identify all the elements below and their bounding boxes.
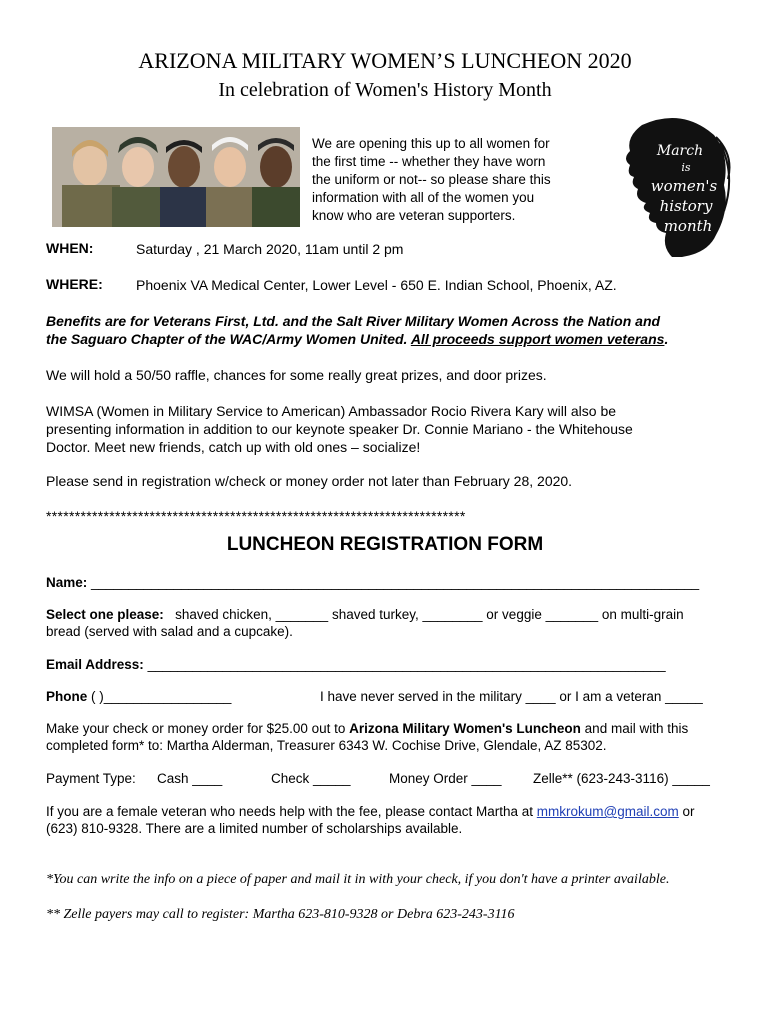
payment-type-label: Payment Type: xyxy=(46,771,136,786)
phone-blank[interactable]: ( )_________________ xyxy=(87,689,232,704)
contact-email-link[interactable]: mmkrokum@gmail.com xyxy=(536,804,679,819)
payment-zelle[interactable]: Zelle** (623-243-3116) _____ xyxy=(533,771,710,786)
raffle-paragraph: We will hold a 50/50 raffle, chances for some really great prizes, and door prizes. xyxy=(46,367,547,383)
help-line-2: (623) 810-9328. There are a limited number of scholarships available. xyxy=(46,821,463,836)
fee-help-paragraph xyxy=(46,803,746,837)
check-text-pre: Make your check or money order for $25.00 out to xyxy=(46,721,350,736)
mailing-address: completed form* to: Martha Alderman, Treasurer 6343 W. Cochise Drive, Glendale, AZ 85302. xyxy=(46,738,607,753)
footnote-printer: *You can write the info on a piece of paper and mail it in with your check, if you don't have a printer available. xyxy=(46,872,670,887)
svg-text:history: history xyxy=(659,197,713,215)
wimsa-line: presenting information in addition to our keynote speaker Dr. Connie Mariano - the Whitehouse xyxy=(46,421,633,437)
womens-history-month-logo xyxy=(612,115,732,260)
wimsa-paragraph xyxy=(46,402,746,456)
star-divider: ************************************************************************* xyxy=(46,508,466,524)
payee-name: Arizona Military Women's Luncheon xyxy=(349,721,581,736)
when-value: Saturday , 21 March 2020, 11am until 2 pm xyxy=(136,241,404,257)
name-label: Name: xyxy=(46,575,88,590)
meal-options-line-2: bread (served with salad and a cupcake). xyxy=(46,624,293,639)
intro-line: the uniform or not-- so please share this xyxy=(312,172,551,187)
meal-select-label: Select one please: xyxy=(46,607,164,622)
help-text-pre: If you are a female veteran who needs help with the fee, please contact Martha at xyxy=(46,804,537,819)
benefits-line-2 xyxy=(46,330,746,348)
svg-text:is: is xyxy=(681,161,691,174)
svg-text:women's: women's xyxy=(650,177,718,195)
payment-cash[interactable]: Cash ____ xyxy=(157,771,223,786)
email-blank[interactable]: _____________________________________________________________________ xyxy=(147,657,666,672)
benefits-line-2-text: the Saguaro Chapter of the WAC/Army Women United. xyxy=(46,331,411,347)
registration-form-title: LUNCHEON REGISTRATION FORM xyxy=(226,534,544,555)
payment-check[interactable]: Check _____ xyxy=(271,771,351,786)
service-women-photo xyxy=(52,127,300,227)
benefits-statement xyxy=(46,312,746,348)
meal-selection xyxy=(46,606,746,640)
check-text-post: and mail with this xyxy=(580,721,689,736)
intro-line: information with all of the women you xyxy=(312,190,535,205)
wimsa-line: WIMSA (Women in Military Service to American) Ambassador Rocio Rivera Kary will also be xyxy=(46,403,617,419)
payment-money-order[interactable]: Money Order ____ xyxy=(389,771,502,786)
benefits-period: . xyxy=(664,331,669,347)
when-label: WHEN: xyxy=(46,240,94,256)
intro-line: know who are veteran supporters. xyxy=(312,208,516,223)
phone-field[interactable] xyxy=(46,688,231,705)
help-text-post: or xyxy=(678,804,695,819)
phone-label: Phone xyxy=(46,689,88,704)
where-value: Phoenix VA Medical Center, Lower Level - 650 E. Indian School, Phoenix, AZ. xyxy=(136,277,617,293)
meal-options[interactable]: shaved chicken, _______ shaved turkey, ________ or veggie _______ on multi-grain xyxy=(175,607,684,622)
page-subtitle: In celebration of Women's History Month xyxy=(218,79,552,101)
footnote-zelle: ** Zelle payers may call to register: Martha 623-810-9328 or Debra 623-243-3116 xyxy=(46,907,515,922)
proceeds-statement: All proceeds support women veterans xyxy=(410,331,665,347)
intro-line: We are opening this up to all women for xyxy=(312,136,550,151)
military-service-status[interactable]: I have never served in the military ____ or I am a veteran _____ xyxy=(320,689,703,704)
name-blank[interactable]: _________________________________________________________________________________ xyxy=(91,575,700,590)
deadline-paragraph: Please send in registration w/check or money order not later than February 28, 2020. xyxy=(46,473,573,489)
intro-line: the first time -- whether they have worn xyxy=(312,154,546,169)
intro-paragraph xyxy=(312,135,602,225)
page-title: ARIZONA MILITARY WOMEN’S LUNCHEON 2020 xyxy=(138,48,632,73)
where-label: WHERE: xyxy=(46,276,103,292)
svg-text:month: month xyxy=(663,217,713,235)
svg-text:March: March xyxy=(656,143,704,159)
check-instructions xyxy=(46,720,746,754)
email-field[interactable] xyxy=(46,656,736,673)
benefits-line-1: Benefits are for Veterans First, Ltd. and the Salt River Military Women Across the Nation and xyxy=(46,313,661,329)
email-label: Email Address: xyxy=(46,657,144,672)
name-field[interactable] xyxy=(46,574,736,591)
wimsa-line: Doctor. Meet new friends, catch up with old ones – socialize! xyxy=(46,439,421,455)
